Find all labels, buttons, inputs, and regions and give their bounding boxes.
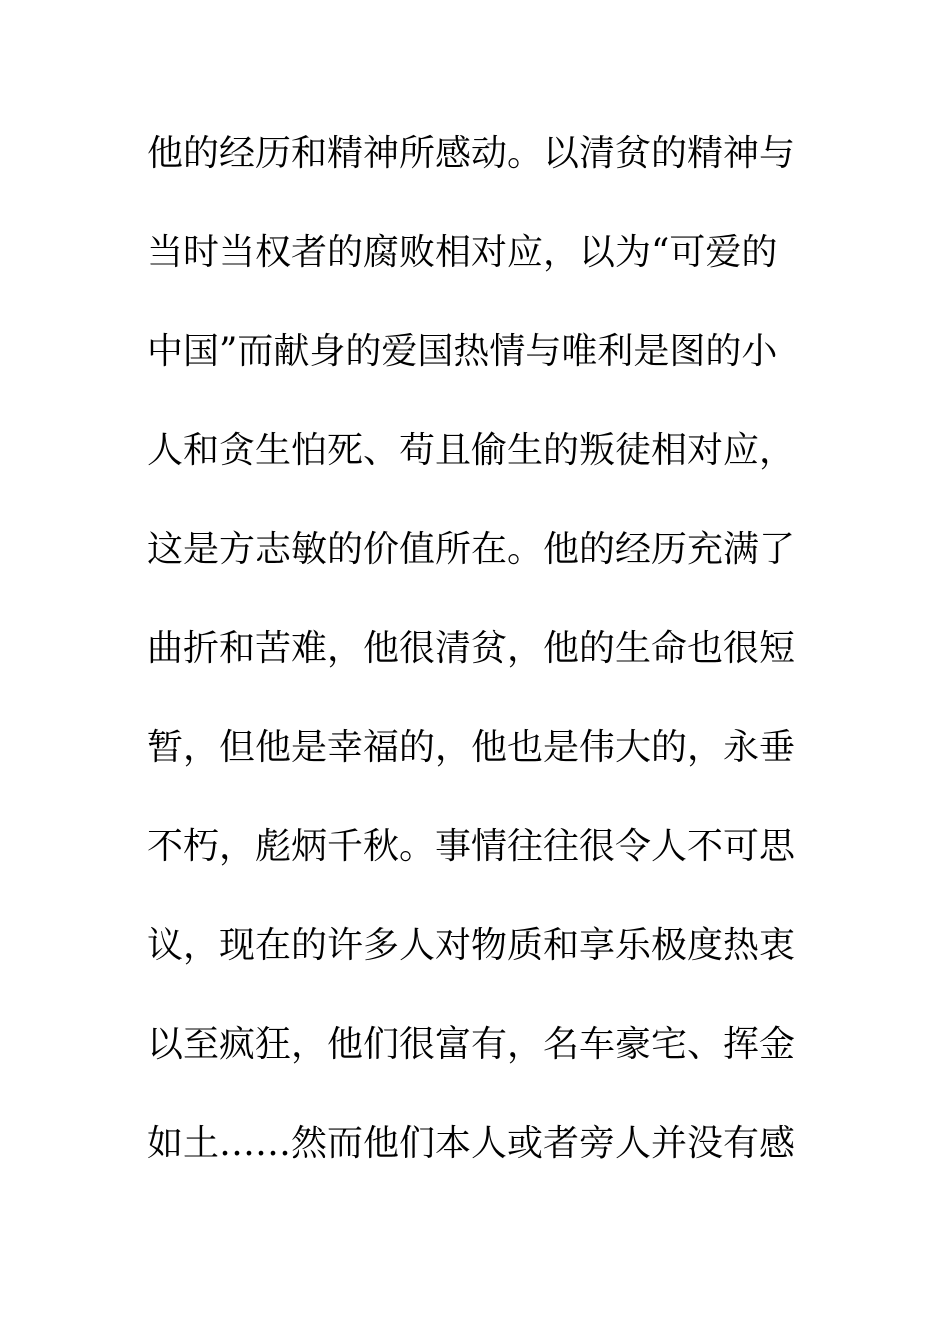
text-line: 这是方志敏的价值所在。他的经历充满了 — [147, 529, 796, 570]
body-text — [147, 126, 796, 1215]
text-line: 以至疯狂，他们很富有，名车豪宅、挥金 — [147, 1024, 796, 1065]
text-line: 曲折和苦难，他很清贫，他的生命也很短 — [147, 628, 796, 669]
text-line: 当时当权者的腐败相对应，以为“可爱的 — [147, 232, 778, 273]
text-line: 中国”而献身的爱国热情与唯利是图的小 — [147, 331, 778, 372]
text-line: 不朽，彪炳千秋。事情往往很令人不可思 — [147, 826, 796, 867]
text-line: 议，现在的许多人对物质和享乐极度热衷 — [147, 925, 796, 966]
text-line: 他的经历和精神所感动。以清贫的精神与 — [147, 133, 796, 174]
text-line: 暂，但他是幸福的，他也是伟大的，永垂 — [147, 727, 796, 768]
text-line: 如土……然而他们本人或者旁人并没有感 — [147, 1123, 796, 1164]
text-line: 人和贪生怕死、苟且偷生的叛徒相对应， — [147, 430, 796, 471]
